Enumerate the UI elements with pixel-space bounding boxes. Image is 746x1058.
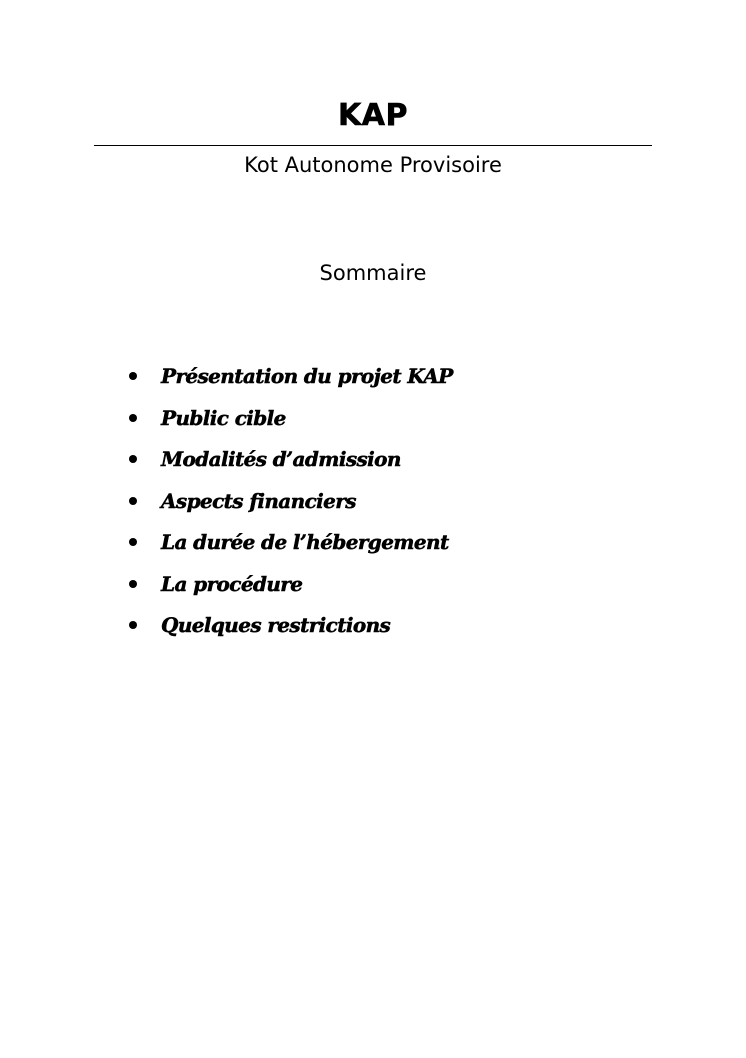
toc-item [0, 484, 746, 526]
bullet-icon [129, 621, 137, 629]
toc-item [0, 359, 746, 401]
bullet-icon [129, 372, 137, 380]
toc-item [0, 442, 746, 484]
document-title: KAP [338, 98, 408, 133]
document-subtitle: Kot Autonome Provisoire [244, 153, 502, 177]
table-of-contents [0, 359, 746, 650]
bullet-icon [129, 538, 137, 546]
toc-item [0, 567, 746, 609]
toc-item-label: La durée de l’hébergement [161, 530, 449, 554]
toc-item [0, 401, 746, 443]
bullet-icon [129, 455, 137, 463]
toc-item [0, 608, 746, 650]
bullet-icon [129, 497, 137, 505]
bullet-icon [129, 414, 137, 422]
toc-item-label: Aspects financiers [161, 488, 356, 513]
summary-heading: Sommaire [319, 261, 427, 285]
toc-item-label: Quelques restrictions [161, 613, 391, 637]
toc-item-label: Modalités d’admission [161, 447, 401, 471]
toc-item [0, 525, 746, 567]
bullet-icon [129, 580, 137, 588]
toc-item-label: Public cible [161, 405, 286, 430]
toc-item-label: La procédure [161, 571, 303, 596]
toc-item-label: Présentation du projet KAP [161, 364, 453, 388]
title-divider [94, 145, 652, 146]
